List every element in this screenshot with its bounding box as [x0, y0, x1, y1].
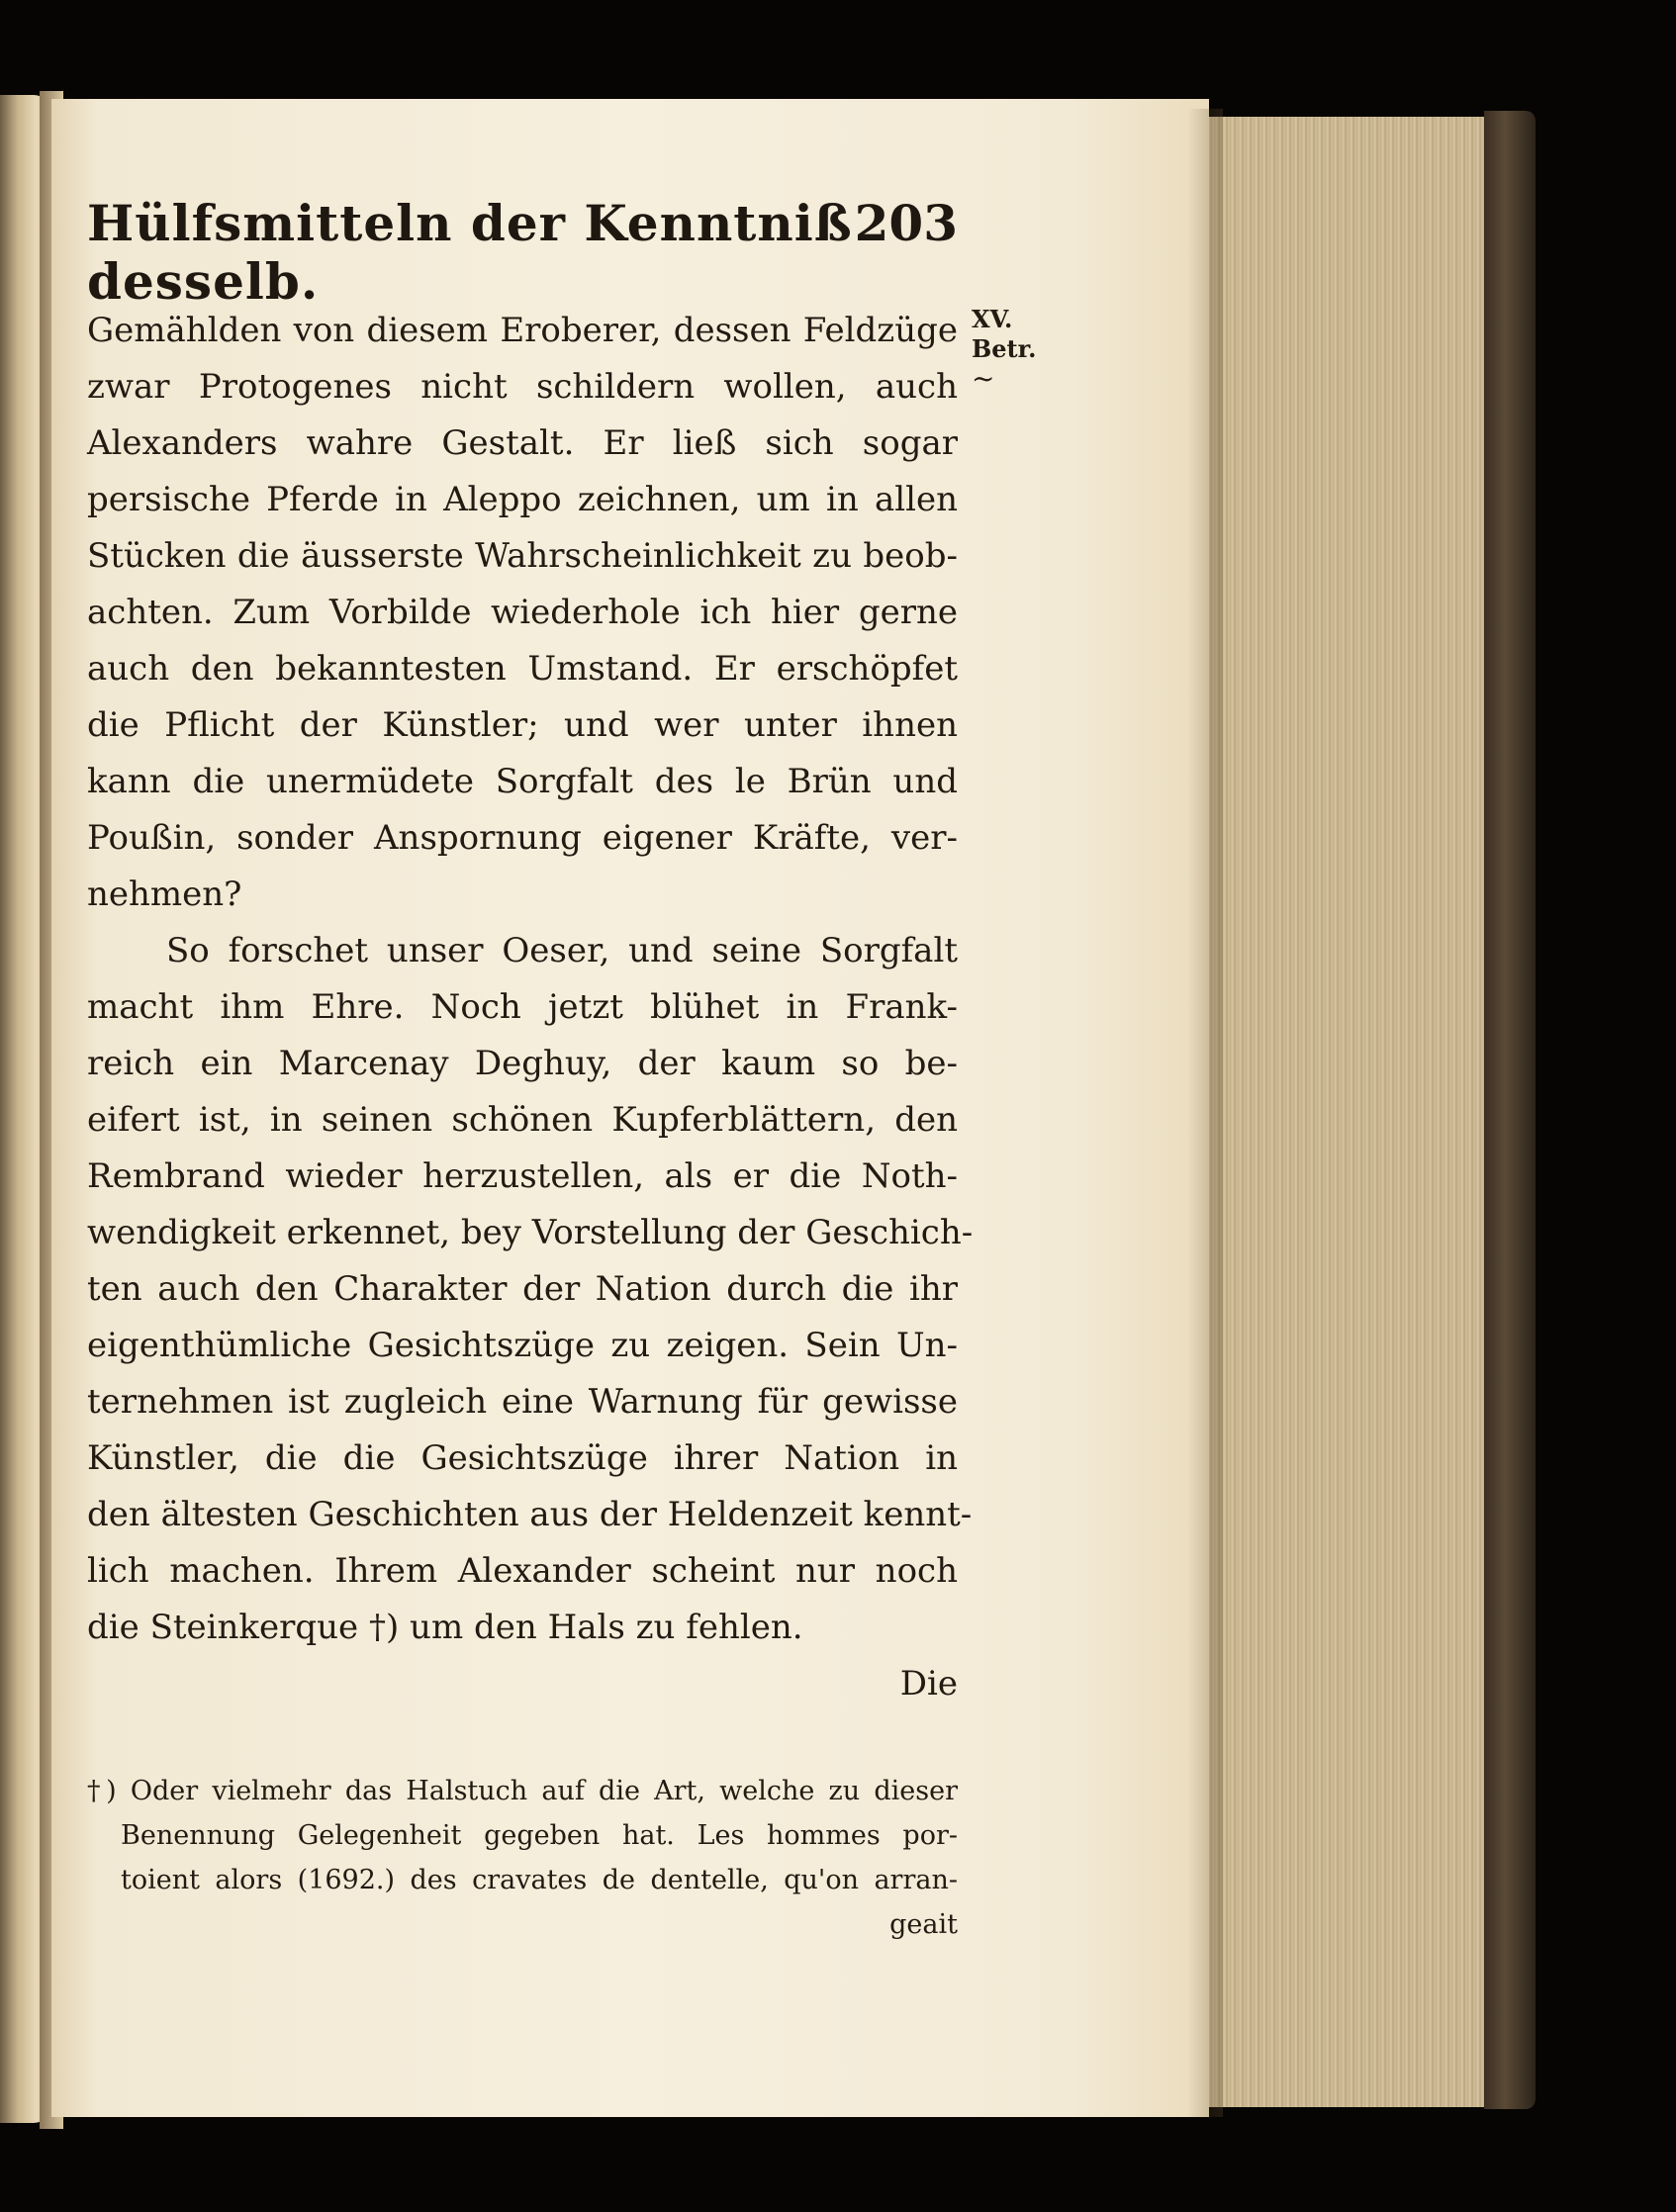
text-line: Alexanders wahre Gestalt. Er ließ sich sogar: [87, 423, 958, 463]
text-line: wendigkeit erkennet, bey Vorstellung der Geschich-: [87, 1213, 974, 1252]
running-header: [87, 194, 958, 311]
text-line: Stücken die äusserste Wahrscheinlichkeit zu beob-: [87, 536, 958, 576]
text-line: eigenthümliche Gesichtszüge zu zeigen. Sein Un-: [87, 1326, 958, 1365]
text-line: ternehmen ist zugleich eine Warnung für gewisse: [87, 1382, 958, 1422]
text-line: Gemählden von diesem Eroberer, dessen Feldzüge: [87, 311, 958, 350]
page-fold-shadow: [1187, 109, 1223, 2117]
page-number: 203: [854, 194, 958, 252]
text-line: eifert ist, in seinen schönen Kupferblättern, den: [87, 1100, 958, 1140]
text-line: persische Pferde in Aleppo zeichnen, um in allen: [87, 480, 958, 519]
page-block-edges: [1207, 117, 1494, 2107]
text-line: Poußin, sonder Anspornung eigener Kräfte, ver-: [87, 818, 958, 858]
text-line: reich ein Marcenay Deghuy, der kaum so be-: [87, 1044, 958, 1083]
text-line: lich machen. Ihrem Alexander scheint nur noch: [87, 1551, 958, 1591]
text-line: die Pflicht der Künstler; und wer unter ihnen: [87, 705, 958, 745]
footnote-line: toient alors (1692.) des cravates de dentelle, qu'on arran-: [121, 1865, 958, 1895]
text-line: achten. Zum Vorbilde wiederhole ich hier gerne: [87, 593, 958, 632]
text-line: Künstler, die die Gesichtszüge ihrer Nation in: [87, 1438, 958, 1478]
text-line: So forschet unser Oeser, und seine Sorgfalt: [166, 931, 958, 970]
marginal-note-line-1: XV.: [972, 305, 1013, 333]
text-line: auch den bekanntesten Umstand. Er erschöpfet: [87, 649, 958, 689]
book-cover-edge: [1484, 111, 1536, 2109]
footnote-line: †) Oder vielmehr das Halstuch auf die Art, welche zu dieser: [87, 1776, 958, 1806]
catchword: Die: [899, 1664, 958, 1704]
marginal-note: [972, 305, 1061, 394]
text-line: zwar Protogenes nicht schildern wollen, auch: [87, 367, 958, 407]
text-line: kann die unermüdete Sorgfalt des le Brün und: [87, 762, 958, 801]
text-line: Rembrand wieder herzustellen, als er die Noth-: [87, 1156, 958, 1196]
footnote: [87, 1769, 958, 1947]
footnote-line: Benennung Gelegenheit gegeben hat. Les hommes por-: [121, 1820, 958, 1851]
text-line: ten auch den Charakter der Nation durch die ihr: [87, 1269, 958, 1309]
text-line: den ältesten Geschichten aus der Heldenzeit kennt-: [87, 1495, 973, 1534]
text-line: macht ihm Ehre. Noch jetzt blühet in Frank-: [87, 987, 958, 1027]
footnote-line: geait: [889, 1909, 958, 1940]
running-title: Hülfsmitteln der Kenntniß desselb.: [87, 194, 853, 311]
marginal-ornament: ~: [972, 362, 995, 395]
text-line: nehmen?: [87, 875, 242, 914]
body-text: [87, 303, 974, 1712]
marginal-note-line-2: Betr.: [972, 334, 1037, 363]
text-line: die Steinkerque †) um den Hals zu fehlen.: [87, 1608, 803, 1647]
